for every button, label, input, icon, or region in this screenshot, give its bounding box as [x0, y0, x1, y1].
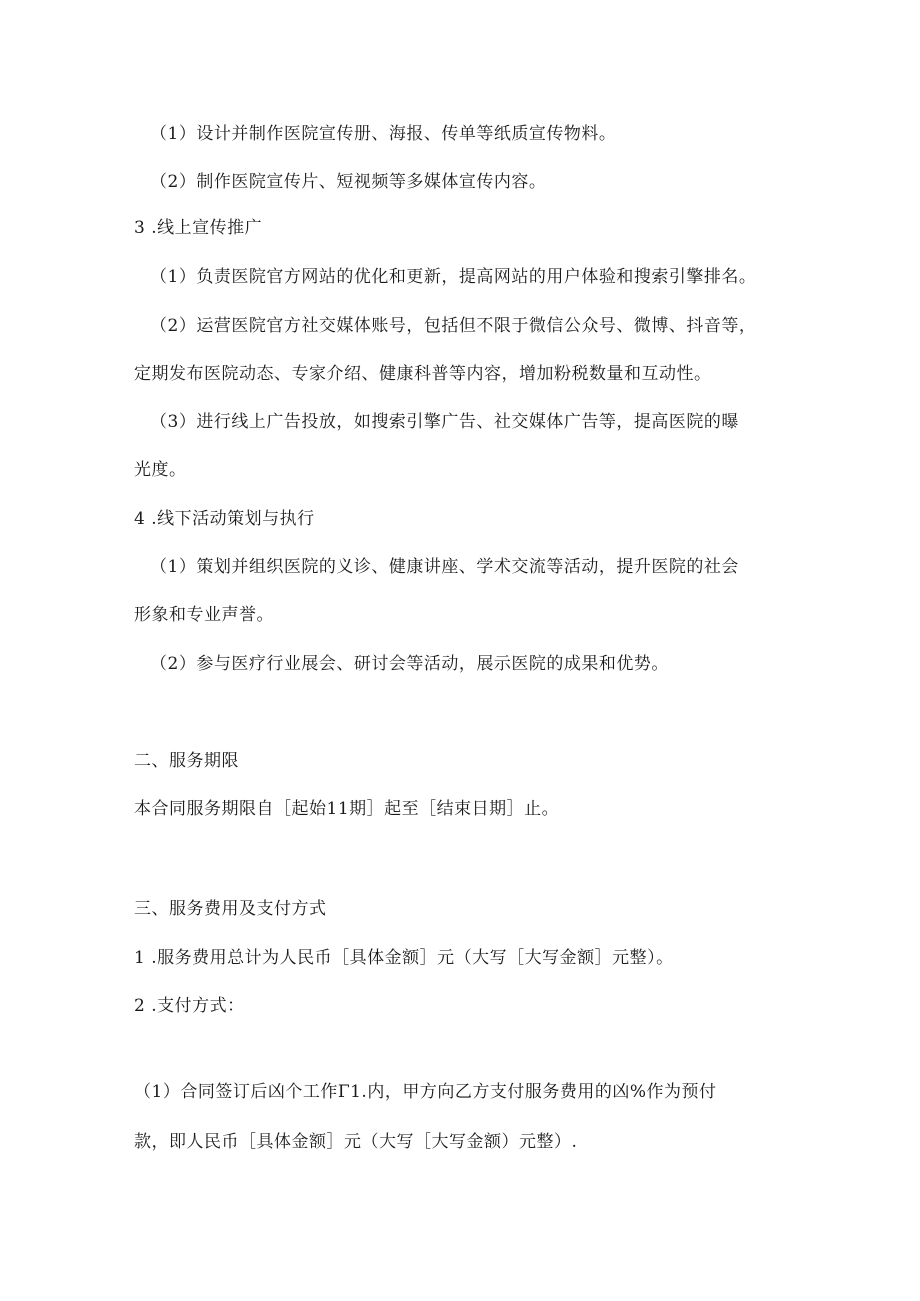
item-charity-events-line1: （1）策划并组织医院的义诊、健康讲座、学术交流等活动，提升医院的社会 [150, 557, 739, 577]
heading-fees-payment: 三、服务费用及支付方式 [134, 899, 327, 919]
fees-total: 1 .服务费用总计为人民币［具体金额］元（大写［大写金额］元整）。 [134, 948, 674, 968]
item-charity-events-line2: 形象和专业声誉。 [134, 605, 274, 625]
heading-service-term: 二、服务期限 [134, 751, 239, 771]
section-offline-events: 4 .线下活动策划与执行 [134, 509, 315, 529]
payment-advance-line1: （1）合同签订后凶个工作Γ1.内，甲方向乙方支付服务费用的凶%作为预付 [134, 1082, 717, 1102]
item-online-ads-line1: （3）进行线上广告投放，如搜索引擎广告、社交媒体广告等，提高医院的曝 [150, 412, 739, 432]
payment-method-heading: 2 .支付方式： [134, 996, 245, 1016]
item-print-materials: （1）设计并制作医院宣传册、海报、传单等纸质宣传物料。 [150, 124, 617, 144]
service-term-text: 本合同服务期限自［起始11期］起至［结束日期］止。 [134, 799, 560, 819]
item-social-media-line2: 定期发布医院动态、专家介绍、健康科普等内容，增加粉税数量和互动性。 [134, 364, 712, 384]
item-online-ads-line2: 光度。 [134, 460, 187, 480]
item-multimedia-content: （2）制作医院宣传片、短视频等多媒体宣传内容。 [150, 172, 547, 192]
item-industry-expos: （2）参与医疗行业展会、研讨会等活动，展示医院的成果和优势。 [150, 654, 669, 674]
section-online-promotion: 3 .线上宣传推广 [134, 218, 263, 238]
item-social-media-line1: （2）运营医院官方社交媒体账号，包括但不限于微信公众号、微博、抖音等， [150, 316, 757, 336]
payment-advance-line2: 款，即人民币［具体金额］元（大写［大写金额）元整）. [134, 1132, 578, 1152]
item-website-optimization: （1）负责医院官方网站的优化和更新，提高网站的用户体验和搜索引擎排名。 [150, 267, 757, 287]
